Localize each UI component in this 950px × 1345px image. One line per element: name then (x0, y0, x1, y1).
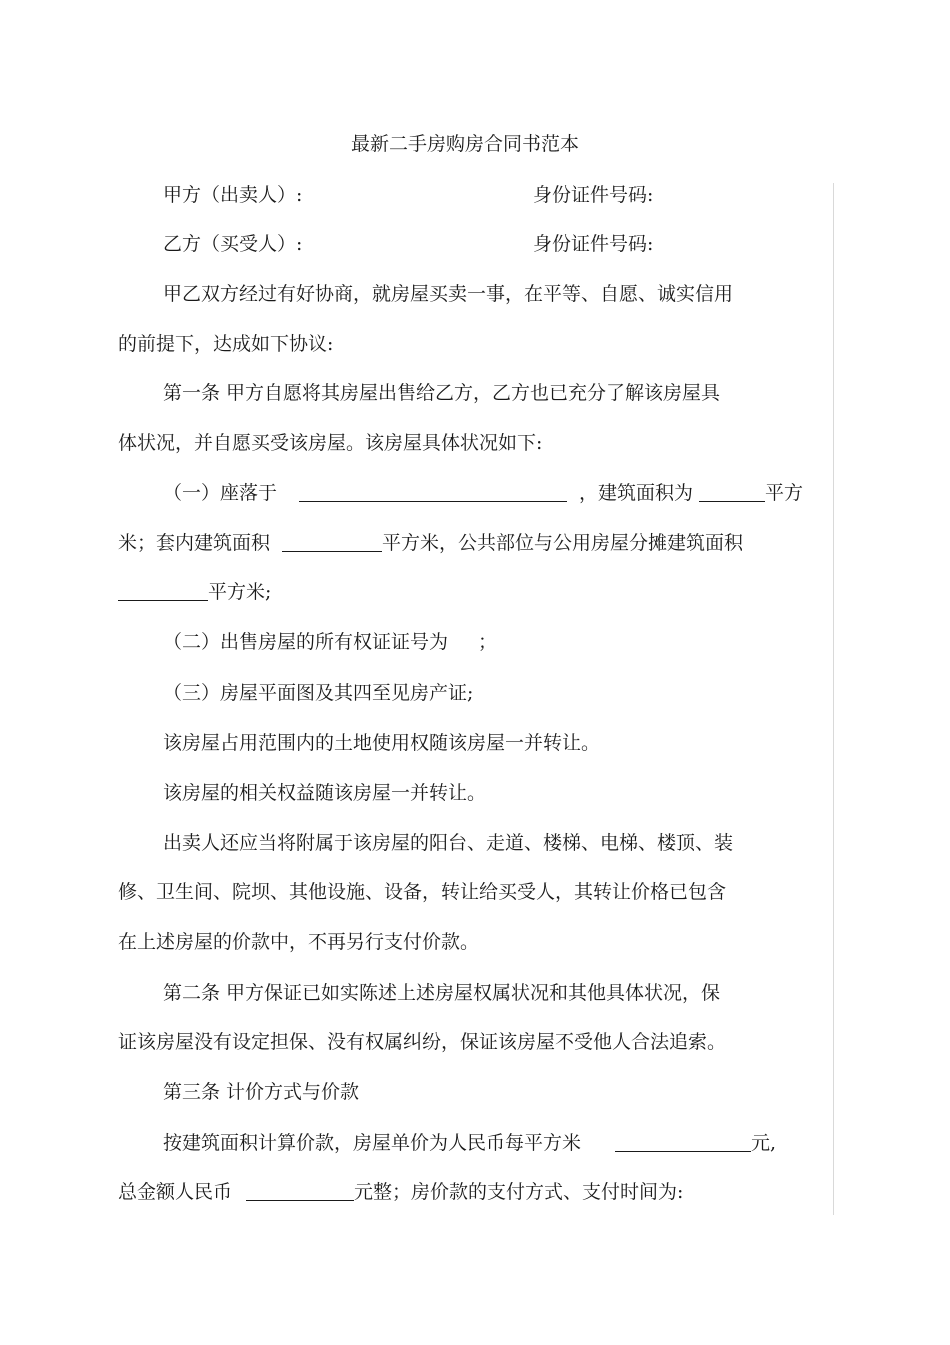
article-1-line-2: 体状况，并自愿买受该房屋。该房屋具体状况如下: (118, 432, 543, 454)
item-3-line: （三）房屋平面图及其四至见房产证; (163, 682, 474, 704)
page-edge-line (833, 183, 834, 1215)
shared-area-label: 平方米，公共部位与公用房屋分摊建筑面积 (382, 532, 744, 554)
article-2-line-1: 第二条 甲方保证已如实陈述上述房屋权属状况和其他具体状况，保 (163, 982, 721, 1004)
shared-area-blank (118, 582, 208, 601)
unit-price-currency: 元, (751, 1132, 777, 1154)
item-1-line-1 (163, 481, 803, 505)
intro-line-2: 的前提下，达成如下协议: (118, 333, 334, 355)
certificate-label: （二）出售房屋的所有权证证号为 (163, 631, 449, 653)
shared-area-unit: 平方米; (208, 581, 272, 603)
attachments-line-1: 出卖人还应当将附属于该房屋的阳台、走道、楼梯、电梯、楼顶、装 (163, 832, 734, 854)
party-b-label: 乙方（买受人）: (163, 233, 303, 255)
party-a-label: 甲方（出卖人）: (163, 184, 303, 206)
item-1-line-3 (118, 580, 271, 604)
article-1-line-1: 第一条 甲方自愿将其房屋出售给乙方，乙方也已充分了解该房屋具 (163, 382, 721, 404)
unit-price-label: 按建筑面积计算价款，房屋单价为人民币每平方米 (163, 1132, 582, 1154)
item-1-unit: 平方 (765, 482, 804, 504)
unit-price-line (163, 1131, 776, 1155)
location-blank (299, 483, 567, 502)
item-1-line-2 (118, 531, 743, 555)
party-a-id-label: 身份证件号码: (533, 184, 654, 206)
attachments-line-2: 修、卫生间、院坝、其他设施、设备，转让给买受人，其转让价格已包含 (118, 881, 727, 903)
area-blank (699, 483, 765, 502)
item-2-line (163, 630, 497, 654)
certificate-end: ； (478, 631, 498, 653)
total-price-line (118, 1180, 683, 1204)
article-3-heading: 第三条 计价方式与价款 (163, 1081, 360, 1103)
attachments-line-3: 在上述房屋的价款中，不再另行支付价款。 (118, 931, 480, 953)
payment-terms-label: 元整；房价款的支付方式、支付时间为: (354, 1181, 684, 1203)
land-rights-line: 该房屋占用范围内的土地使用权随该房屋一并转让。 (163, 732, 601, 754)
intro-line-1: 甲乙双方经过有好协商，就房屋买卖一事，在平等、自愿、诚实信用 (163, 283, 734, 305)
item-1-location-label: （一）座落于 (163, 482, 278, 504)
article-2-line-2: 证该房屋没有设定担保、没有权属纠纷，保证该房屋不受他人合法追索。 (118, 1031, 727, 1053)
item-1-area-label: ，建筑面积为 (579, 482, 694, 504)
party-b-id-label: 身份证件号码: (533, 233, 654, 255)
related-rights-line: 该房屋的相关权益随该房屋一并转让。 (163, 782, 487, 804)
inner-area-blank (282, 533, 382, 552)
inner-area-label: 米；套内建筑面积 (118, 532, 271, 554)
unit-price-blank (615, 1133, 751, 1152)
total-price-blank (246, 1182, 354, 1201)
document-title: 最新二手房购房合同书范本 (350, 133, 579, 155)
total-price-label: 总金额人民币 (118, 1181, 233, 1203)
